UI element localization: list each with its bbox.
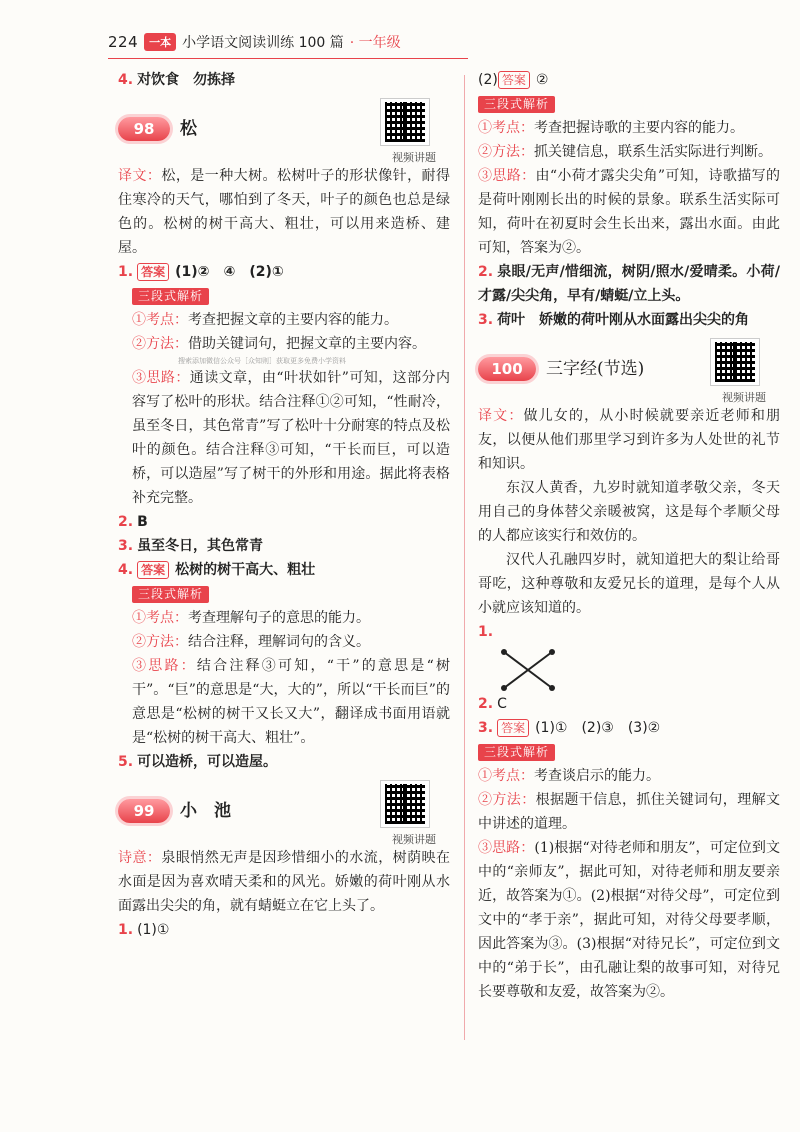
section-badge: 99 <box>118 799 170 823</box>
kaodian: ①考点：考查把握诗歌的主要内容的能力。 <box>478 120 744 136</box>
translation: 译文：做儿女的，从小时候就要亲近老师和朋友，以便从他们那里学习到许多为人处世的礼节和知识。 <box>478 408 781 472</box>
section-title: 松 <box>180 119 197 139</box>
answer-4-prev: 4. 对饮食 勿拣择 <box>118 72 236 88</box>
qr-code-icon[interactable] <box>380 780 430 828</box>
section-98-header <box>118 98 450 164</box>
grade-label: · 一年级 <box>349 35 401 51</box>
poem-meaning: 诗意：泉眼悄然无声是因珍惜细小的水流，树荫映在水面是因为喜欢晴天柔和的风光。娇嫩的荷叶刚从水面露出尖尖的角，就有蜻蜓立在它上头了。 <box>118 850 451 914</box>
answer-1: 1. (1)① <box>118 922 170 938</box>
answer-1-2: (2) 答案 ② <box>478 72 549 88</box>
analysis-tag: 三段式解析 <box>478 96 555 113</box>
answer-4: 4. 答案 松树的树干高大、粗壮 <box>118 562 316 578</box>
silu: ③思路：由“小荷才露尖尖角”可知，诗歌描写的是荷叶刚刚长出的时候的景象。联系生活实际可知，荷叶在初夏时会生长出来，露出水面。由此可知，答案为②。 <box>478 168 780 256</box>
book-title: 小学语文阅读训练 100 篇 <box>182 35 344 51</box>
silu: ③思路：通读文章，由“叶状如针”可知，这部分内容写了松叶的形状。结合注释①②可知，“性耐冷，虽至冬日，其色常青”写了松叶十分耐寒的特点及松叶的颜色。结合注释③可知，“干长而巨，可以造桥，可以造屋”写了树干的外形和用途。据此将表格补充完整。 <box>132 370 450 506</box>
header-rule <box>108 58 468 59</box>
page-header <box>108 30 401 54</box>
kaodian: ①考点：考查理解句子的意思的能力。 <box>132 610 370 626</box>
left-column <box>118 68 450 942</box>
answer-1: 1. <box>478 624 494 640</box>
column-divider <box>464 75 465 1040</box>
section-badge: 98 <box>118 117 170 141</box>
section-title: 三字经(节选) <box>546 359 645 379</box>
answer-3: 3. 虽至冬日，其色常青 <box>118 538 264 554</box>
translation-paragraph: 东汉人黄香，九岁时就知道孝敬父亲，冬天用自己的身体替父亲暖被窝，这是每个孝顺父母的人都应该实行和效仿的。 <box>478 480 780 544</box>
silu: ③思路：(1)根据“对待老师和朋友”，可定位到文中的“亲师友”，据此可知，对待老师和朋友要亲近，故答案为①。(2)根据“对待父母”，可定位到文中的“孝于亲”，据此可知，对待父母要孝顺，因此答案为③。(3)根据“对待兄长”，可定位到文中的“弟于长”，由孔融让梨的故事可知，对待兄长要尊敬和友爱，故答案为②。 <box>478 840 780 1000</box>
translation-paragraph: 汉代人孔融四岁时，就知道把大的梨让给哥哥吃，这种尊敬和友爱兄长的道理，是每个人从小就应该知道的。 <box>478 552 780 616</box>
section-100-header <box>478 338 780 404</box>
answer-3: 3. 答案 (1)① (2)③ (3)② <box>478 720 661 736</box>
kaodian: ①考点：考查谈启示的能力。 <box>478 768 660 784</box>
fangfa: ②方法：借助关键词句，把握文章的主要内容。 <box>132 336 426 352</box>
fangfa: ②方法：抓关键信息，联系生活实际进行判断。 <box>478 144 772 160</box>
answer-3: 3. 荷叶 娇嫩的荷叶刚从水面露出尖尖的角 <box>478 312 750 328</box>
watermark-note: 搜索添加微信公众号［众知则］获取更多免费小学资料 <box>178 357 346 365</box>
section-99-header <box>118 780 450 846</box>
section-title: 小 池 <box>180 801 231 821</box>
silu: ③思路：结合注释③可知，“干”的意思是“树干”。“巨”的意思是“大，大的”，所以“干长而巨”的意思是“松树的树干又长又大”，翻译成书面用语就是“松树的树干高大、粗壮”。 <box>132 658 450 746</box>
answer-5: 5. 可以造桥，可以造屋。 <box>118 754 278 770</box>
page-number: 224 <box>108 33 139 51</box>
qr-code-icon[interactable] <box>710 338 760 386</box>
video-label: 视频讲题 <box>392 151 436 164</box>
answer-2: 2. B <box>118 514 148 530</box>
translation: 译文：松，是一种大树。松树叶子的形状像针，耐得住寒冷的天气，哪怕到了冬天，叶子的颜色也总是绿色的。松树的树干高大、粗壮，可以用来造桥、建屋。 <box>118 168 451 256</box>
section-badge: 100 <box>478 357 536 381</box>
right-column <box>478 68 780 1004</box>
analysis-tag: 三段式解析 <box>132 586 209 603</box>
answer-2: 2. C <box>478 696 507 712</box>
answer-2: 2. 泉眼/无声/惜细流，树阴/照水/爱晴柔。小荷/才露/尖尖角，早有/蜻蜓/立上头。 <box>478 264 780 304</box>
kaodian: ①考点：考查把握文章的主要内容的能力。 <box>132 312 398 328</box>
qr-code-icon[interactable] <box>380 98 430 146</box>
matching-lines-icon <box>498 648 558 692</box>
analysis-tag: 三段式解析 <box>478 744 555 761</box>
answer-1: 1. 答案 (1)② ④ (2)① <box>118 264 284 280</box>
video-label: 视频讲题 <box>392 833 436 846</box>
fangfa: ②方法：结合注释，理解词句的含义。 <box>132 634 370 650</box>
video-label: 视频讲题 <box>722 391 766 404</box>
brand-logo: 一本 <box>144 33 176 51</box>
analysis-tag: 三段式解析 <box>132 288 209 305</box>
fangfa: ②方法：根据题干信息，抓住关键词句，理解文中讲述的道理。 <box>478 792 781 832</box>
